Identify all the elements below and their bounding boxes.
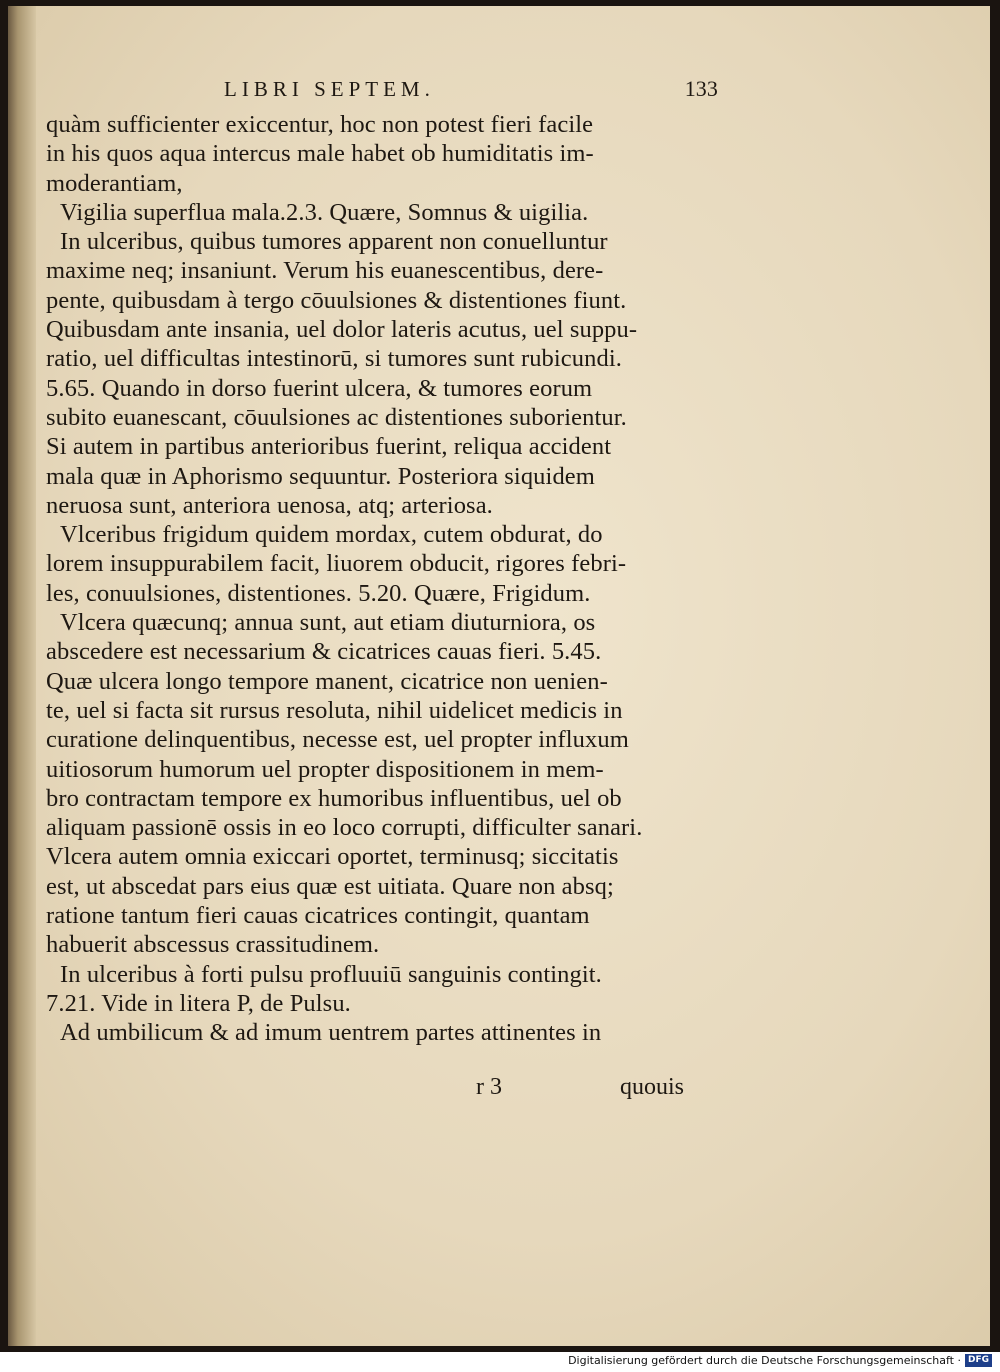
text-line: bro contractam tempore ex humoribus influentibus, uel ob [46,784,622,812]
signature-mark: r 3 [476,1074,502,1100]
text-line: aliquam passionē ossis in eo loco corrupti, difficulter sanari. [46,814,643,842]
text-line: ratione tantum fieri cauas cicatrices contingit, quantam [46,902,590,930]
text-line: Si autem in partibus anterioribus fuerint, reliqua accident [46,433,612,461]
folio-number: 133 [684,76,718,101]
text-line: te, uel si facta sit rursus resoluta, nihil uidelicet medicis in [46,696,623,724]
text-line: Vlcera quæcunq; annua sunt, aut etiam diuturniora, os [60,609,596,637]
page-text-block [46,76,726,1048]
text-line: subito euanescant, cōuulsiones ac distentiones suborientur. [46,403,627,431]
text-line: in his quos aqua intercus male habet ob humiditatis im- [46,140,594,168]
text-line: Ad umbilicum & ad imum uentrem partes attinentes in [60,1019,602,1047]
text-line: mala quæ in Aphorismo sequuntur. Posteriora siquidem [46,462,595,490]
page-gutter [8,6,36,1346]
text-line: In ulceribus, quibus tumores apparent non conuelluntur [60,228,608,256]
text-line: Quibusdam ante insania, uel dolor lateris acutus, uel suppu- [46,316,638,344]
text-line: Vigilia superflua mala.2.3. Quære, Somnus & uigilia. [60,198,589,226]
running-head: LIBRI SEPTEM. [224,77,435,101]
text-line: 5.65. Quando in dorso fuerint ulcera, & tumores eorum [46,374,593,402]
digitization-credit [568,1354,992,1367]
text-line: Quæ ulcera longo tempore manent, cicatrice non uenien- [46,667,608,695]
text-line: lorem insuppurabilem facit, liuorem obducit, rigores febri- [46,550,627,578]
text-line: 7.21. Vide in litera P, de Pulsu. [46,989,351,1017]
text-line: maxime neq; insaniunt. Verum his euanescentibus, dere- [46,257,604,285]
text-line: Vlcera autem omnia exiccari oportet, terminusq; siccitatis [46,843,619,871]
text-line: curatione delinquentibus, necesse est, uel propter influxum [46,726,629,754]
text-line: Vlceribus frigidum quidem mordax, cutem obdurat, do [60,521,603,549]
text-lines [46,110,726,1048]
text-line: abscedere est necessarium & cicatrices cauas fieri. 5.45. [46,638,602,666]
dfg-logo: DFG [965,1354,992,1367]
catchword: quouis [620,1074,685,1100]
text-line: habuerit abscessus crassitudinem. [46,931,380,959]
text-line: les, conuulsiones, distentiones. 5.20. Quære, Frigidum. [46,579,591,607]
text-line: uitiosorum humorum uel propter dispositionem in mem- [46,755,604,783]
text-line: pente, quibusdam à tergo cōuulsiones & distentiones fiunt. [46,286,627,314]
text-line: In ulceribus à forti pulsu profluuiū sanguinis contingit. [60,960,602,988]
text-line: ratio, uel difficultas intestinorū, si tumores sunt rubicundi. [46,345,622,373]
page-footer [46,1074,726,1104]
text-line: moderantiam, [46,169,183,197]
page-header [46,74,726,110]
credit-text: Digitalisierung gefördert durch die Deutsche Forschungsgemeinschaft · [568,1354,961,1367]
text-line: quàm sufficienter exiccentur, hoc non potest fieri facile [46,111,594,138]
text-line: neruosa sunt, anteriora uenosa, atq; arteriosa. [46,491,493,519]
text-line: est, ut abscedat pars eius quæ est uitiata. Quare non absq; [46,872,614,900]
